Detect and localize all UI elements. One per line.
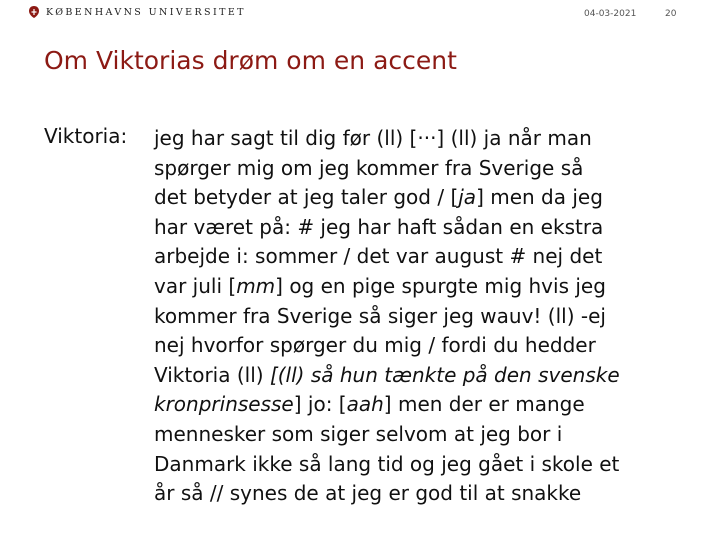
transcript-line [154,331,674,361]
slide-number: 20 [665,9,677,19]
transcript-segment-italic: kronprinsesse [154,392,294,417]
transcript-text [154,124,674,509]
university-crest-icon [28,5,40,19]
transcript-line [154,272,674,302]
transcript-segment: kommer fra Sverige så siger jeg wauv! (ll) -ej [154,303,606,328]
transcript-segment: jeg har sagt til dig før (ll) [···] (ll) ja når man [154,126,592,150]
transcript-line [154,361,674,391]
transcript-segment-italic: [(ll) så hun tænkte på den svenske [269,362,620,387]
transcript-line [154,213,674,243]
transcript-line [154,154,674,184]
transcript-segment: ] og en pige spurgte mig hvis jeg [275,273,606,298]
speaker-label: Viktoria: [44,124,128,148]
transcript-segment: arbejde i: sommer / det var august # nej det [154,244,603,269]
slide-date: 04-03-2021 [584,9,637,19]
transcript-line [154,420,674,450]
transcript-line [154,390,674,420]
transcript-segment-italic: aah [346,392,384,417]
transcript-line [154,124,674,154]
transcript-segment: har været på: # jeg har haft sådan en ekstra [154,214,604,239]
transcript-segment: mennesker som siger selvom at jeg bor i [154,421,563,446]
transcript-line [154,302,674,332]
transcript-line [154,183,674,213]
transcript-segment: ] men da jeg [476,185,603,210]
transcript-segment: Danmark ikke så lang tid og jeg gået i skole et [154,451,620,476]
transcript-segment: år så // synes de at jeg er god til at snakke [154,481,582,506]
transcript-segment-italic: mm [236,273,276,298]
transcript-line [154,450,674,480]
transcript-segment: var juli [ [154,273,237,298]
transcript-segment: nej hvorfor spørger du mig / fordi du hedder [154,333,596,358]
transcript-segment: ] men der er mange [383,392,585,417]
logo-text: KØBENHAVNS UNIVERSITET [46,6,246,18]
slide-header [0,0,720,30]
transcript-segment: spørger mig om jeg kommer fra Sverige så [154,155,584,180]
university-logo [28,5,246,19]
slide-title: Om Viktorias drøm om en accent [44,46,457,75]
transcript-segment: ] jo: [ [293,392,347,417]
transcript-segment-italic: ja [458,185,477,210]
transcript-segment: det betyder at jeg taler god / [ [154,185,459,210]
transcript-line [154,242,674,272]
transcript-segment: Viktoria (ll) [154,362,270,387]
transcript-line [154,479,674,509]
